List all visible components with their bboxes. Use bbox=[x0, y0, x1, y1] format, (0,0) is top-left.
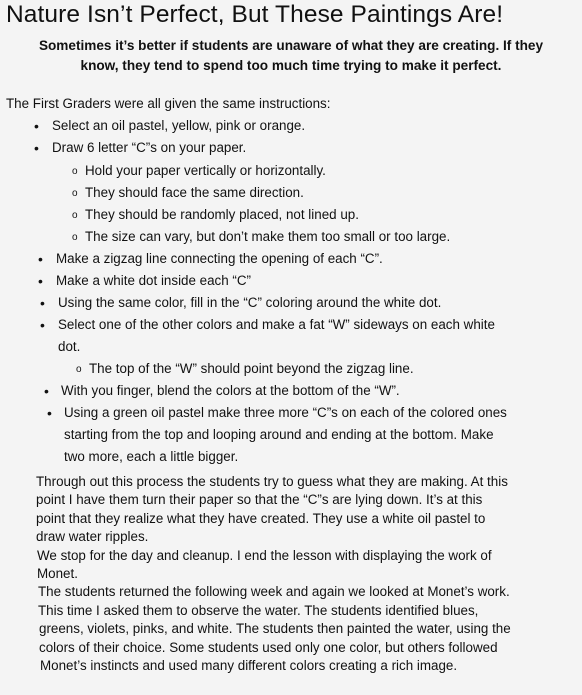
list-item-text: two more, each a little bigger. bbox=[64, 449, 239, 464]
bullet-icon: • bbox=[40, 295, 45, 311]
paragraph-line: Monet’s instincts and used many different colors creating a rich image. bbox=[40, 658, 458, 674]
paragraph-line: The students returned the following week and again we looked at Monet’s work. bbox=[38, 584, 510, 600]
bullet-icon: • bbox=[34, 118, 39, 134]
subtitle bbox=[0, 36, 582, 76]
bullet-icon: • bbox=[38, 251, 43, 267]
subtitle-line: know, they tend to spend too much time trying to make it perfect. bbox=[80, 58, 502, 73]
paragraph-line: greens, violets, pinks, and white. The students then painted the water, using the bbox=[39, 621, 511, 637]
sub-list-item-text: The top of the “W” should point beyond the zigzag line. bbox=[89, 361, 414, 376]
sub-list-item-text: They should face the same direction. bbox=[85, 185, 304, 200]
intro-text: The First Graders were all given the same instructions: bbox=[6, 96, 331, 111]
list-item-text: With you finger, blend the colors at the bottom of the “W”. bbox=[61, 383, 400, 398]
sub-list-item-text: Hold your paper vertically or horizontally. bbox=[85, 163, 326, 178]
list-item-text: dot. bbox=[58, 339, 81, 354]
paragraph-line: colors of their choice. Some students used only one color, but others followed bbox=[39, 639, 498, 655]
bullet-icon: • bbox=[34, 140, 39, 156]
paragraph-line: We stop for the day and cleanup. I end the lesson with displaying the work of bbox=[37, 547, 492, 563]
list-item-text: Using a green oil pastel make three more “C”s on each of the colored ones bbox=[64, 405, 507, 420]
list-item-text: Draw 6 letter “C”s on your paper. bbox=[52, 140, 247, 155]
paragraph-line: draw water ripples. bbox=[36, 529, 149, 545]
list-item-text: Make a zigzag line connecting the opening of each “C”. bbox=[56, 251, 383, 266]
closing-paragraph bbox=[36, 473, 582, 675]
bullet-icon: • bbox=[44, 383, 49, 399]
paragraph-line: Through out this process the students try to guess what they are making. At this bbox=[36, 474, 508, 489]
list-item-text: Using the same color, fill in the “C” coloring around the white dot. bbox=[58, 295, 442, 310]
sub-list-item-text: They should be randomly placed, not lined up. bbox=[85, 207, 359, 222]
circle-bullet-icon: o bbox=[72, 232, 78, 243]
list-item-text: starting from the top and looping around and ending at the bottom. Make bbox=[64, 427, 494, 442]
paragraph-line: This time I asked them to observe the water. The students identified blues, bbox=[38, 602, 479, 618]
paragraph-line: point I have them turn their paper so that the “C”s are lying down. It’s at this bbox=[36, 492, 483, 508]
sub-list-item-text: The size can vary, but don’t make them too small or too large. bbox=[85, 229, 451, 244]
bullet-icon: • bbox=[40, 317, 45, 333]
circle-bullet-icon: o bbox=[72, 188, 78, 199]
paragraph-line: point that they realize what they have created. They use a white oil pastel to bbox=[36, 510, 486, 526]
circle-bullet-icon: o bbox=[72, 210, 78, 221]
list-item-text: Select one of the other colors and make a fat “W” sideways on each white bbox=[58, 317, 495, 332]
list-item-text: Select an oil pastel, yellow, pink or orange. bbox=[52, 118, 306, 133]
list-item-text: Make a white dot inside each “C” bbox=[56, 273, 252, 288]
circle-bullet-icon: o bbox=[76, 364, 82, 375]
page-title: Nature Isn’t Perfect, But These Paintings Are! bbox=[6, 1, 504, 28]
paragraph-line: Monet. bbox=[37, 566, 78, 582]
circle-bullet-icon: o bbox=[72, 166, 78, 177]
bullet-icon: • bbox=[38, 273, 43, 289]
bullet-icon: • bbox=[47, 405, 52, 421]
subtitle-line: Sometimes it’s better if students are unaware of what they are creating. If they bbox=[38, 38, 544, 53]
